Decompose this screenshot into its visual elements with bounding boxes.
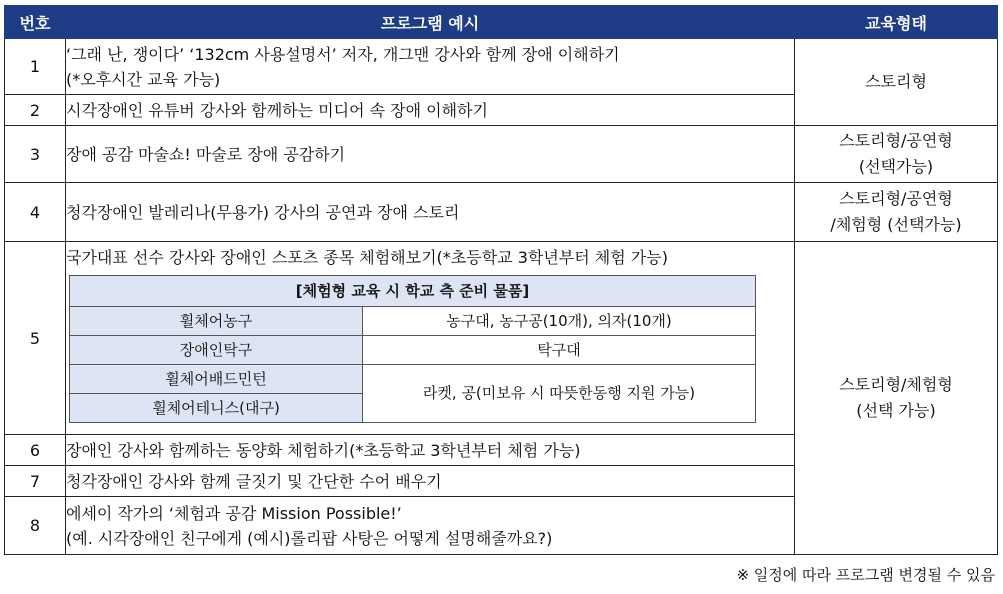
row-program: 장애인 강사와 함께하는 동양화 체험하기(*초등학교 3학년부터 체험 가능) — [66, 435, 795, 466]
row-program — [66, 242, 795, 435]
program-line: (*오후시간 교육 가능) — [66, 69, 221, 89]
row-program — [66, 39, 795, 95]
equipment-row — [70, 365, 756, 394]
row-type — [795, 242, 998, 555]
row-type — [795, 126, 998, 183]
row-program: 청각장애인 강사와 함께 글짓기 및 간단한 수어 배우기 — [66, 466, 795, 497]
equipment-table — [69, 275, 756, 423]
row-type — [795, 183, 998, 242]
row-num: 5 — [5, 242, 66, 435]
row-num: 7 — [5, 466, 66, 497]
row-num: 4 — [5, 183, 66, 242]
row-num: 8 — [5, 497, 66, 555]
table-row — [5, 39, 998, 95]
header-program: 프로그램 예시 — [66, 6, 795, 39]
row-num: 1 — [5, 39, 66, 95]
type-line: 스토리형/공연형 — [839, 131, 953, 150]
equipment-sport: 장애인탁구 — [70, 336, 363, 365]
program-line: 국가대표 선수 강사와 장애인 스포츠 종목 체험해보기(*초등학교 3학년부터 체험 가능) — [66, 248, 668, 267]
program-line: (예. 시각장애인 친구에게 (예시)롤리팝 사탕은 어떻게 설명해줄까요?) — [66, 528, 553, 548]
footnote: ※ 일정에 따라 프로그램 변경될 수 있음 — [736, 566, 995, 584]
equipment-title: [체험형 교육 시 학교 측 준비 물품] — [70, 276, 756, 307]
row-program: 시각장애인 유튜버 강사와 함께하는 미디어 속 장애 이해하기 — [66, 95, 795, 126]
equipment-sport: 휠체어농구 — [70, 307, 363, 336]
table-row — [5, 183, 998, 242]
program-table — [4, 5, 998, 555]
equipment-row — [70, 307, 756, 336]
header-type: 교육형태 — [795, 6, 998, 39]
row-num: 3 — [5, 126, 66, 183]
row-program: 장애 공감 마술쇼! 마술로 장애 공감하기 — [66, 126, 795, 183]
equipment-row — [70, 336, 756, 365]
type-line: 스토리형/체험형 — [839, 375, 953, 394]
row-program: 청각장애인 발레리나(무용가) 강사의 공연과 장애 스토리 — [66, 183, 795, 242]
row-program — [66, 497, 795, 555]
program-line: ‘그래 난, 쟁이다’ ‘132cm 사용설명서’ 저자, 개그맨 강사와 함께 장애 이해하기 — [66, 44, 620, 64]
equipment-title-row — [70, 276, 756, 307]
type-line: 스토리형/공연형 — [839, 189, 953, 208]
equipment-items: 라켓, 공(미보유 시 따뜻한동행 지원 가능) — [363, 365, 756, 423]
equipment-items: 농구대, 농구공(10개), 의자(10개) — [363, 307, 756, 336]
table-row — [5, 242, 998, 435]
table-row — [5, 126, 998, 183]
equipment-items: 탁구대 — [363, 336, 756, 365]
type-line: (선택가능) — [858, 157, 934, 176]
row-num: 6 — [5, 435, 66, 466]
program-line: 에세이 작가의 ‘체험과 공감 Mission Possible!’ — [66, 503, 402, 523]
type-line: /체험형 (선택가능) — [830, 215, 962, 234]
type-line: (선택 가능) — [856, 401, 936, 420]
header-num: 번호 — [5, 6, 66, 39]
equipment-sport: 휠체어테니스(대구) — [70, 394, 363, 423]
equipment-sport: 휠체어배드민턴 — [70, 365, 363, 394]
row-type: 스토리형 — [795, 39, 998, 126]
row-num: 2 — [5, 95, 66, 126]
table-header-row — [5, 6, 998, 39]
